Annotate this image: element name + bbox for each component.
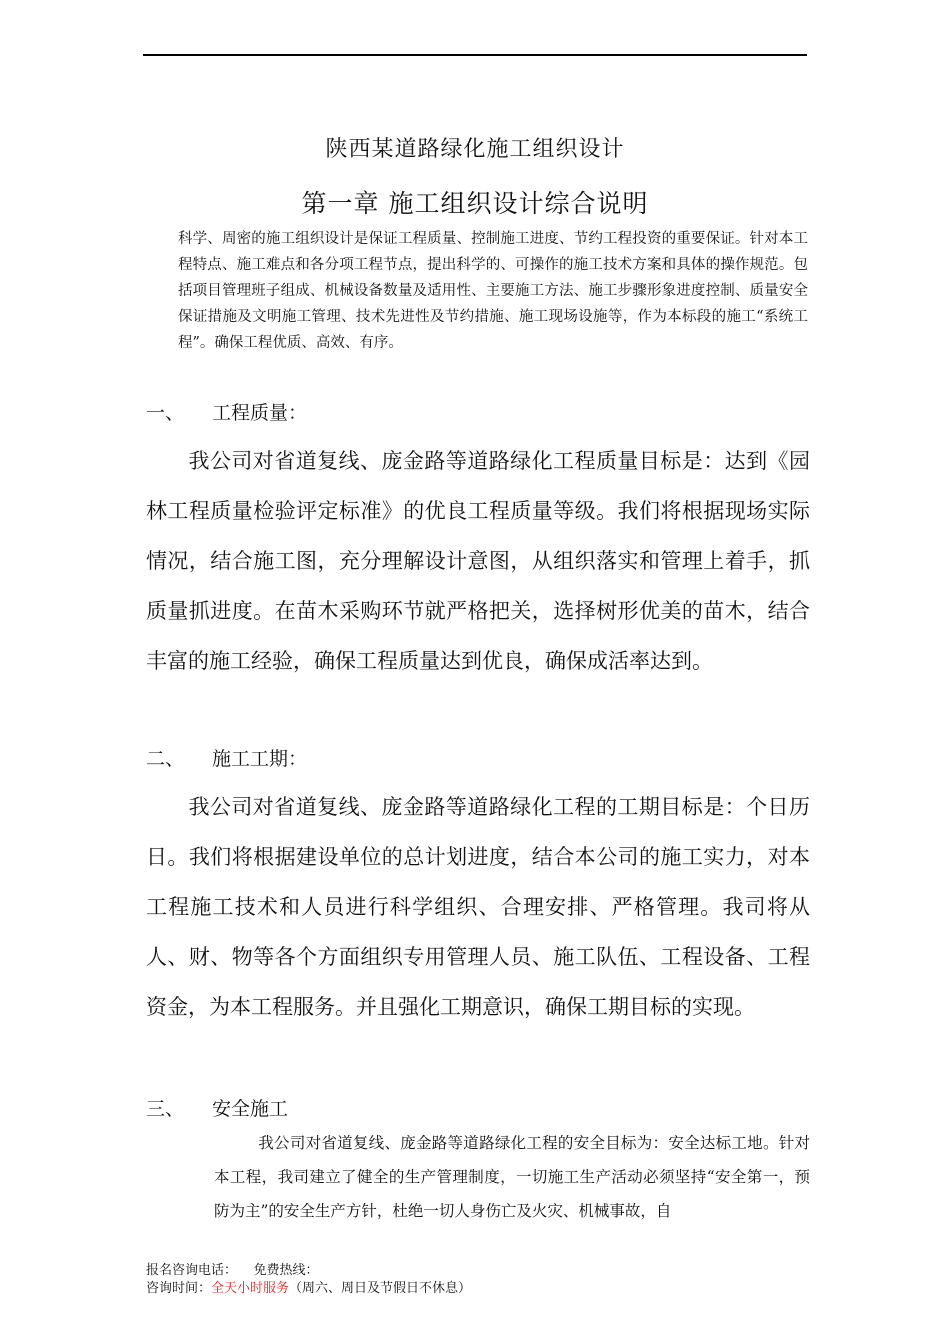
section-body-safety <box>214 1126 810 1228</box>
header-rule <box>143 54 807 56</box>
section-body-schedule <box>146 782 810 1032</box>
section-heading-text: 施工工期： <box>212 748 308 770</box>
section-heading-text: 工程质量： <box>212 402 308 424</box>
section-number: 三、 <box>146 1098 185 1120</box>
chapter-title: 第一章 施工组织设计综合说明 <box>301 189 649 218</box>
footer-phone-line: 报名咨询电话： 免费热线： <box>146 1263 319 1278</box>
page-footer <box>146 1262 471 1298</box>
section-number: 一、 <box>146 402 185 424</box>
section-body-text: 我公司对省道复线、庞金路等道路绿化工程的工期目标是：个日历日。我们将根据建设单位的总计划进度，结合本公司的施工实力，对本工程施工技术和人员进行科学组织、合理安排、严格管理。我司将从人、财、物等各个方面组织专用管理人员、施工队伍、工程设备、工程资金，为本工程服务。并且强化工期意识，确保工期目标的实现。 <box>146 795 810 1019</box>
section-heading-safety <box>146 1094 288 1121</box>
section-heading-quality <box>146 398 307 425</box>
section-body-text: 我公司对省道复线、庞金路等道路绿化工程质量目标是：达到《园林工程质量检验评定标准》的优良工程质量等级。我们将根据现场实际情况，结合施工图，充分理解设计意图，从组织落实和管理上着手，抓质量抓进度。在苗木采购环节就严格把关，选择树形优美的苗木，结合丰富的施工经验，确保工程质量达到优良，确保成活率达到。 <box>146 449 810 673</box>
footer-hours-line <box>146 1280 471 1298</box>
footer-hours-label: 咨询时间： <box>146 1281 212 1296</box>
document-title: 陕西某道路绿化施工组织设计 <box>325 137 625 162</box>
footer-hours-note: （周六、周日及节假日不休息） <box>289 1281 472 1296</box>
intro-paragraph: 科学、周密的施工组织设计是保证工程质量、控制施工进度、节约工程投资的重要保证。针对本工程特点、施工难点和各分项工程节点，提出科学的、可操作的施工技术方案和具体的操作规范。包括项目管理班子组成、机械设备数量及适用性、主要施工方法、施工步骤形象进度控制、质量安全保证措施及文明施工管理、技术先进性及节约措施、施工现场设施等，作为本标段的施工“系统工程”。确保工程优质、高效、有序。 <box>178 231 808 351</box>
section-heading-text: 安全施工 <box>212 1098 289 1120</box>
section-heading-schedule <box>146 744 307 771</box>
section-body-text: 我公司对省道复线、庞金路等道路绿化工程的安全目标为：安全达标工地。针对本工程，我司建立了健全的生产管理制度，一切施工生产活动必须坚持“安全第一，预防为主”的安全生产方针，杜绝一切人身伤亡及火灾、机械事故，自 <box>214 1134 810 1220</box>
footer-hours-highlight: 全天小时服务 <box>211 1281 290 1296</box>
section-body-quality <box>146 436 810 686</box>
section-number: 二、 <box>146 748 185 770</box>
